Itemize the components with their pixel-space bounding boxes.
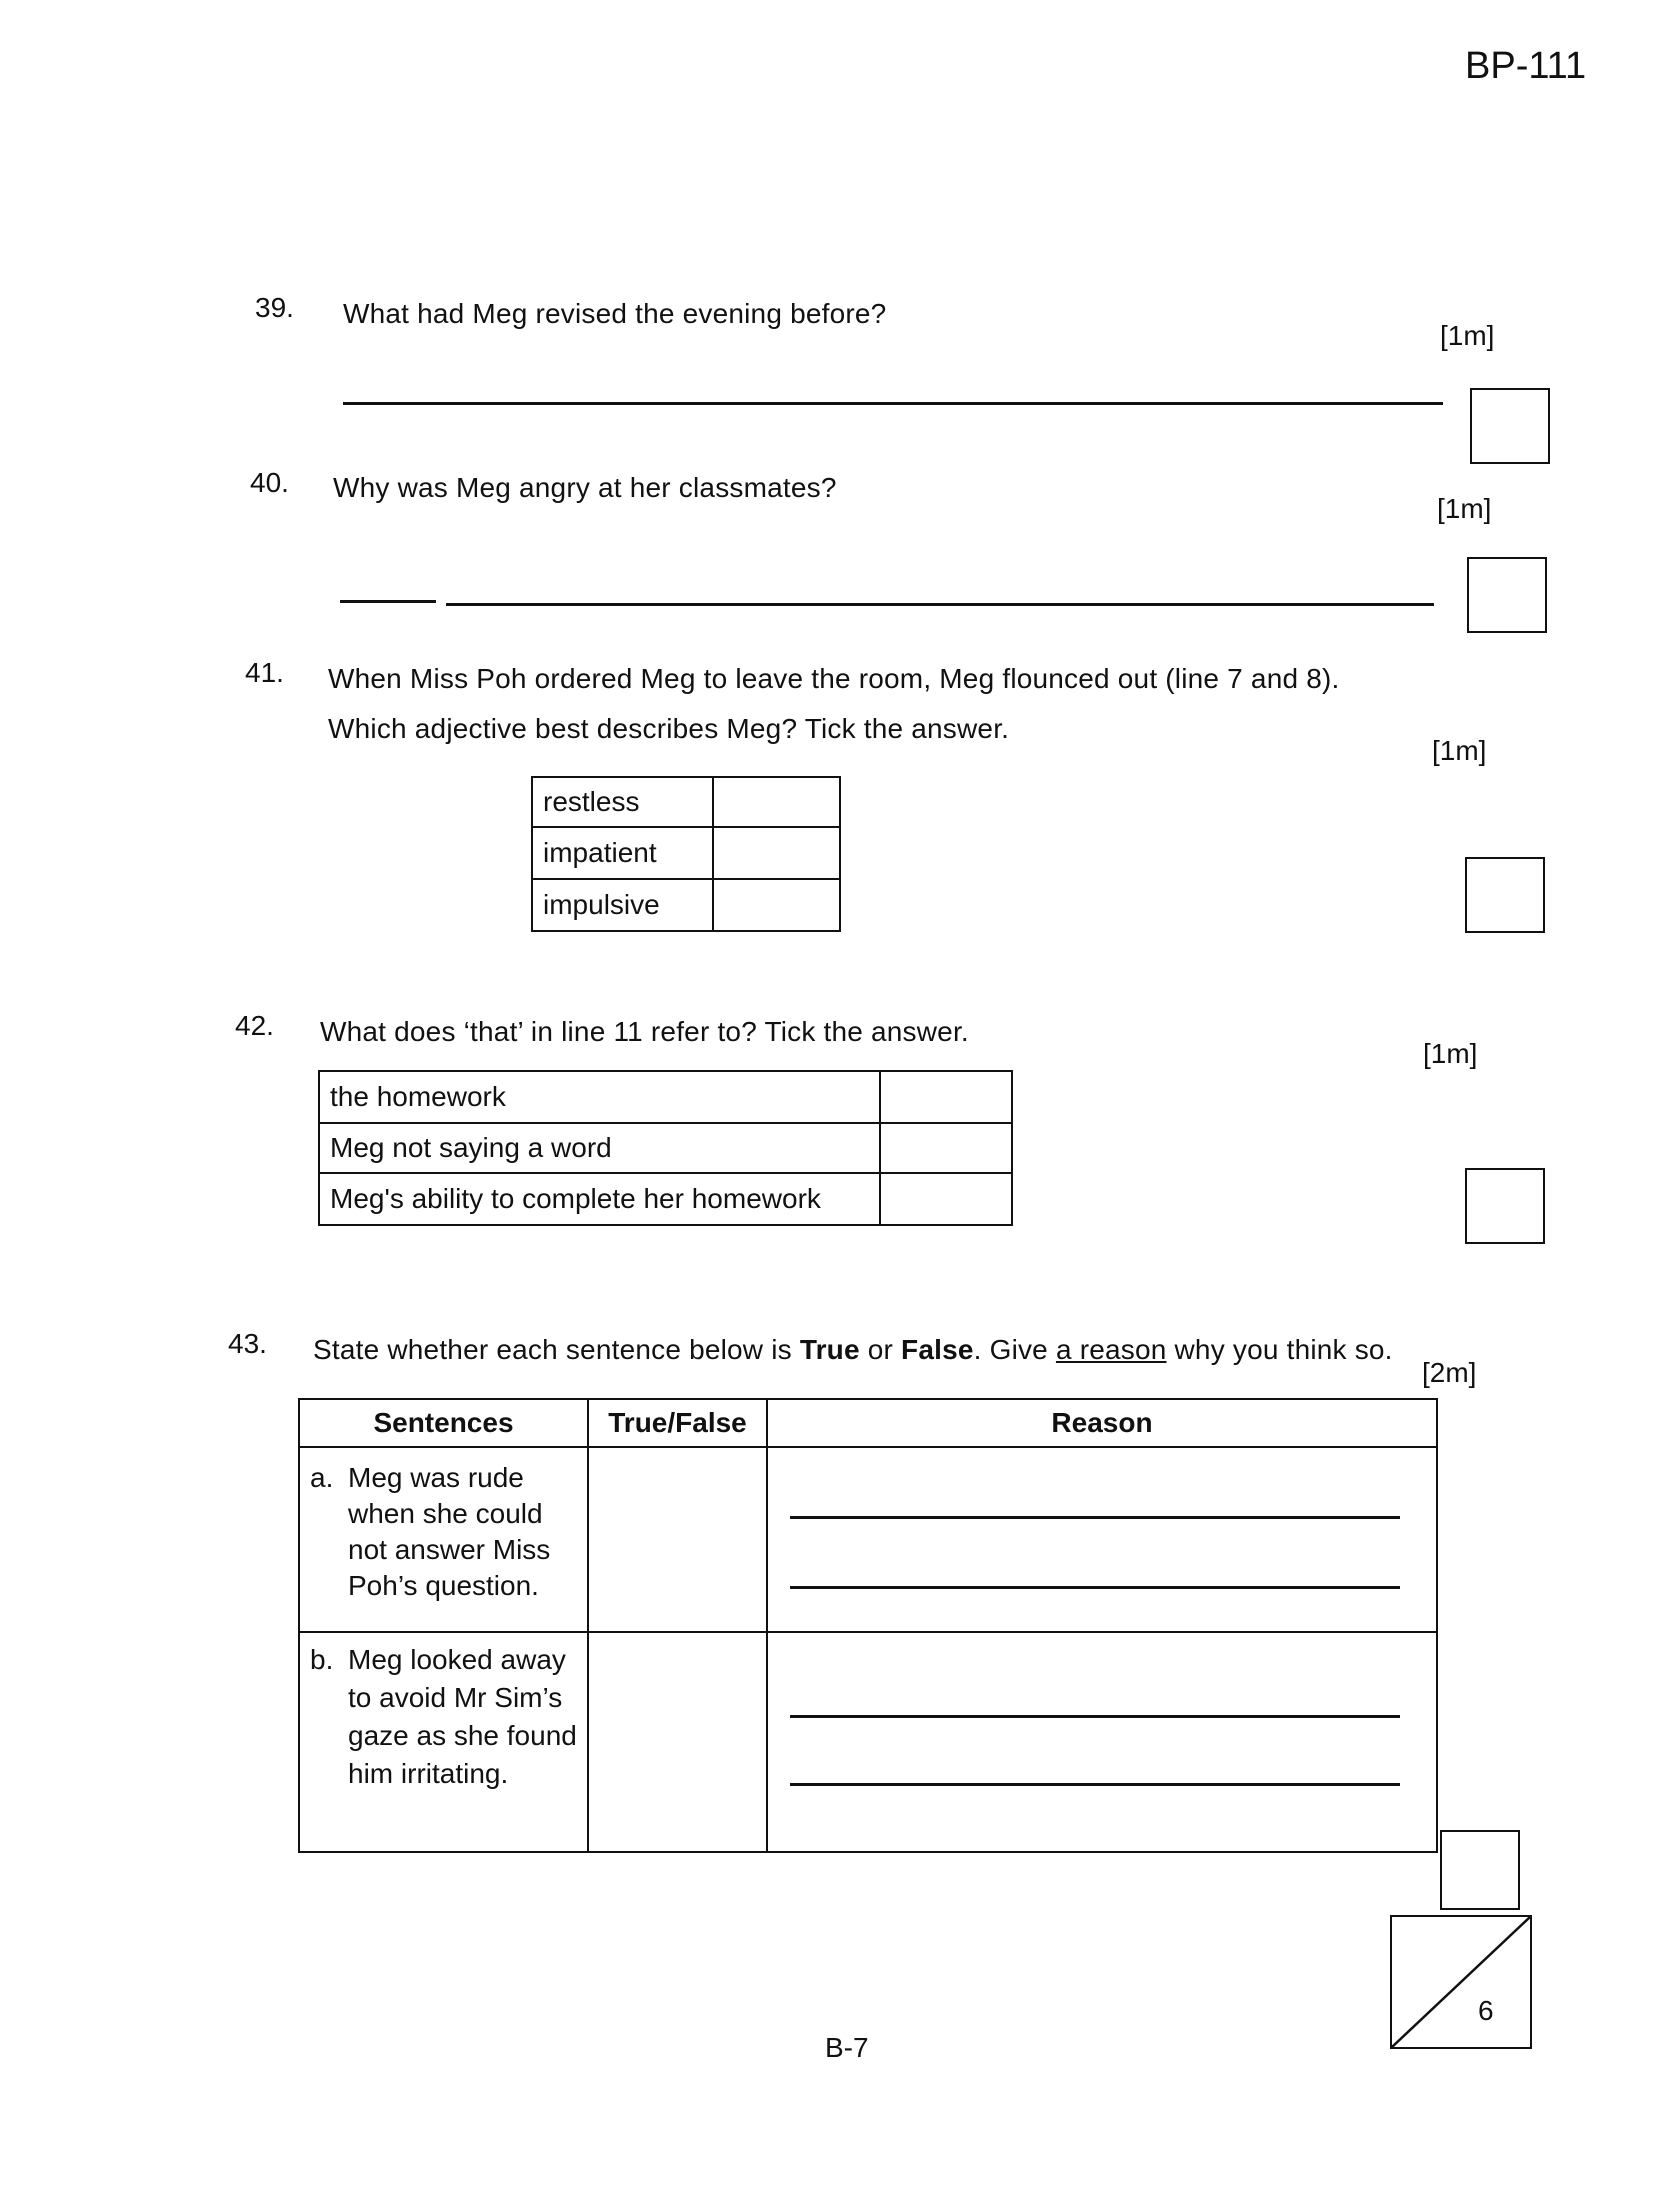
column-header-reason: Reason: [767, 1399, 1437, 1447]
reason-cell[interactable]: [767, 1632, 1437, 1852]
option-label: impulsive: [532, 879, 713, 931]
tick-box[interactable]: [713, 879, 840, 931]
option-label: restless: [532, 777, 713, 827]
sentence-text: Meg looked away to avoid Mr Sim’s gaze as she found him irritating.: [348, 1644, 577, 1789]
tick-box[interactable]: [880, 1123, 1012, 1173]
sentence-text: Meg was rude when she could not answer Miss Poh’s question.: [348, 1462, 551, 1601]
option-label: the homework: [319, 1071, 880, 1123]
diagonal-slash-icon: [1392, 1917, 1530, 2047]
option-label: Meg's ability to complete her homework: [319, 1173, 880, 1225]
question-text: State whether each sentence below is True or False. Give a reason why you think so.: [313, 1334, 1393, 1365]
answer-line[interactable]: [446, 603, 1434, 606]
score-total-box: [1390, 1915, 1532, 2049]
tick-box[interactable]: [880, 1071, 1012, 1123]
true-false-cell[interactable]: [588, 1632, 767, 1852]
reason-cell[interactable]: [767, 1447, 1437, 1632]
reason-line[interactable]: [790, 1783, 1400, 1786]
sentence-cell: [299, 1632, 588, 1852]
mark-box: [1440, 1830, 1520, 1910]
mark-box: [1465, 1168, 1545, 1244]
options-table: [318, 1070, 1013, 1226]
question-text: Which adjective best describes Meg? Tick the answer.: [328, 713, 1010, 744]
row-label: a.: [310, 1462, 334, 1493]
question-number: 41.: [245, 657, 284, 688]
reason-word: a reason: [1055, 1334, 1167, 1365]
marks-label: [1m]: [1437, 493, 1492, 524]
tick-box[interactable]: [713, 777, 840, 827]
row-label: b.: [310, 1644, 334, 1675]
answer-line[interactable]: [340, 600, 436, 603]
true-false-table: [298, 1398, 1438, 1853]
reason-line[interactable]: [790, 1715, 1400, 1718]
question-text: What had Meg revised the evening before?: [343, 298, 887, 329]
question-number: 43.: [228, 1328, 267, 1359]
question-text: What does ‘that’ in line 11 refer to? Tick the answer.: [320, 1016, 969, 1047]
page-number: B-7: [825, 2032, 869, 2063]
column-header-sentences: Sentences: [299, 1399, 588, 1447]
question-number: 40.: [250, 467, 289, 498]
tick-box[interactable]: [713, 827, 840, 879]
marks-label: [1m]: [1423, 1038, 1478, 1069]
tick-box[interactable]: [880, 1173, 1012, 1225]
false-word: False: [901, 1334, 974, 1365]
table-row: [299, 1632, 1437, 1852]
reason-line[interactable]: [790, 1516, 1400, 1519]
reason-line[interactable]: [790, 1586, 1400, 1589]
mark-box: [1465, 857, 1545, 933]
question-number: 42.: [235, 1010, 274, 1041]
table-row: [299, 1447, 1437, 1632]
column-header-true-false: True/False: [588, 1399, 767, 1447]
options-table: [531, 776, 841, 932]
sentence-cell: [299, 1447, 588, 1632]
option-label: impatient: [532, 827, 713, 879]
score-total: 6: [1478, 1995, 1494, 2026]
answer-line[interactable]: [343, 402, 1443, 405]
mark-box: [1467, 557, 1547, 633]
true-false-cell[interactable]: [588, 1447, 767, 1632]
marks-label: [1m]: [1432, 735, 1487, 766]
marks-label: [1m]: [1440, 320, 1495, 351]
mark-box: [1470, 388, 1550, 464]
question-text: When Miss Poh ordered Meg to leave the room, Meg flounced out (line 7 and 8).: [328, 663, 1340, 694]
marks-label: [2m]: [1422, 1357, 1477, 1388]
true-word: True: [799, 1334, 860, 1365]
question-text: Why was Meg angry at her classmates?: [333, 472, 837, 503]
page-code: BP-111: [1465, 45, 1587, 87]
option-label: Meg not saying a word: [319, 1123, 880, 1173]
question-number: 39.: [255, 292, 294, 323]
